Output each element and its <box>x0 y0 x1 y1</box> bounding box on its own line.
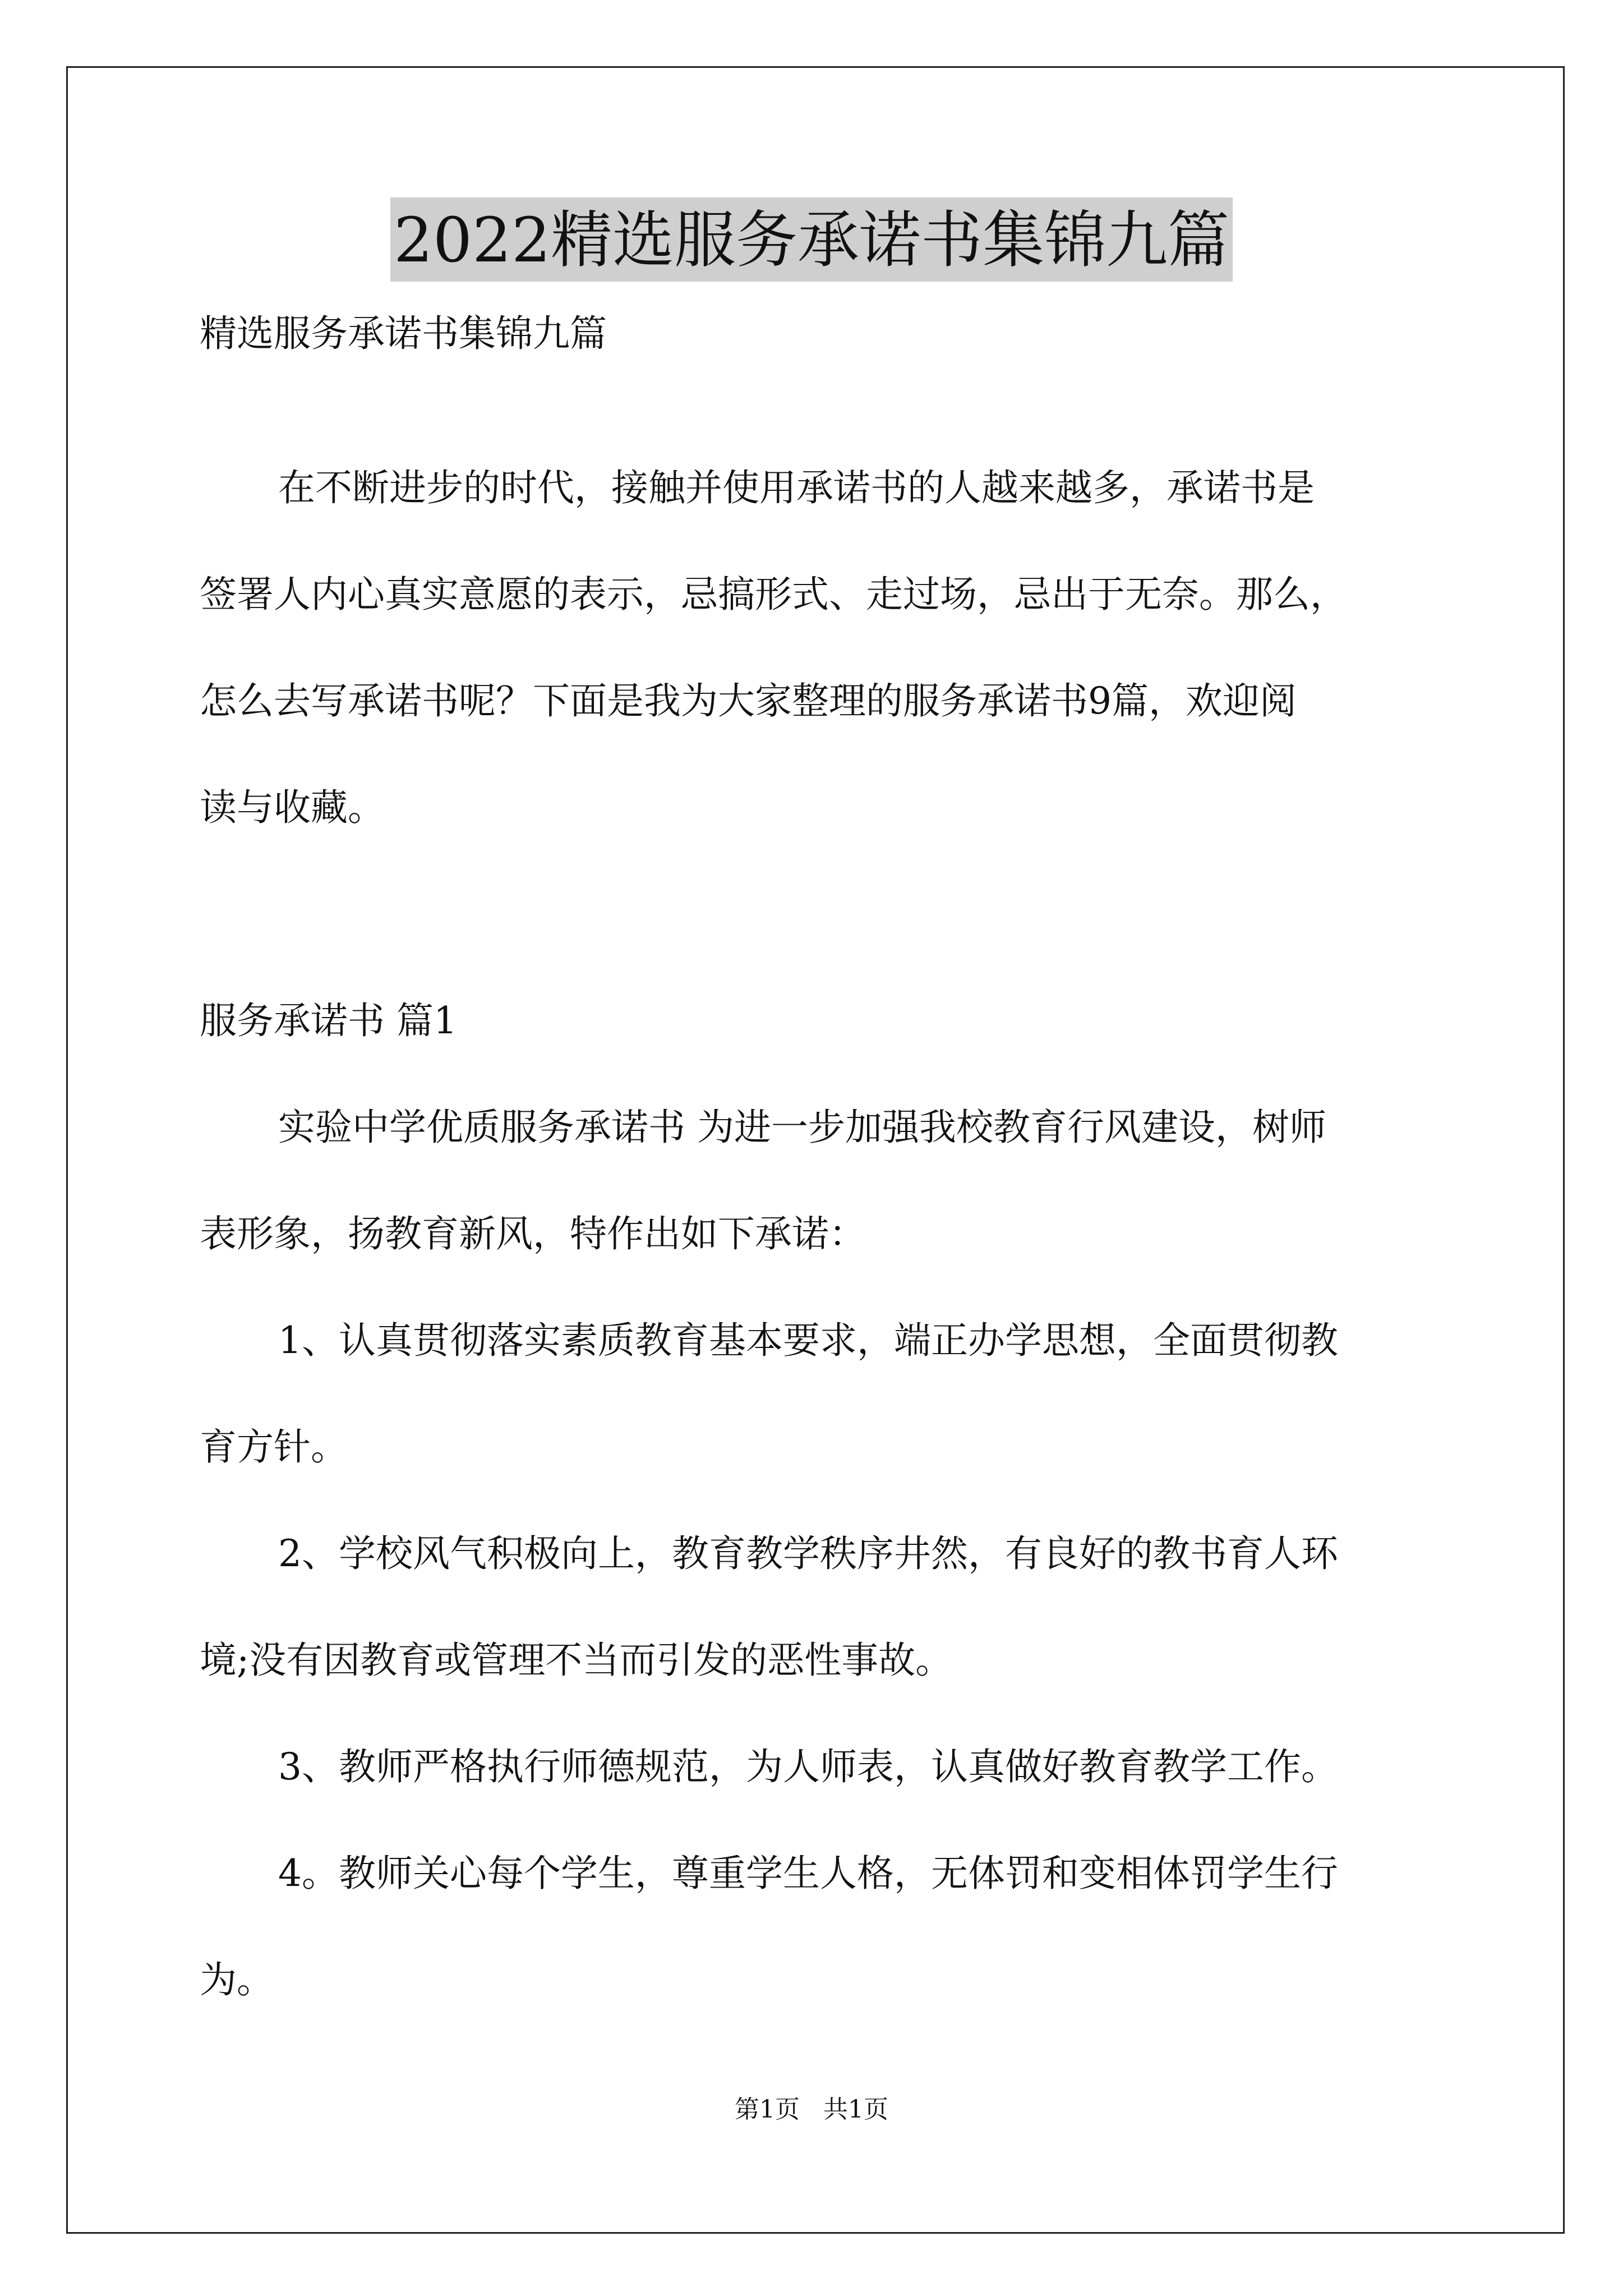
body-line-2: 表形象，扬教育新风，特作出如下承诺： <box>200 1212 866 1255</box>
body-line-8: 4。教师关心每个学生，尊重学生人格，无体罚和变相体罚学生行 <box>278 1852 1338 1895</box>
body-line-9: 为。 <box>200 1958 274 2001</box>
body-line-3: 1、认真贯彻落实素质教育基本要求，端正办学思想，全面贯彻教 <box>278 1319 1338 1362</box>
page-footer: 第1页 共1页 <box>735 2095 888 2124</box>
intro-line-3: 怎么去写承诺书呢？下面是我为大家整理的服务承诺书9篇，欢迎阅 <box>200 679 1297 723</box>
intro-line-1: 在不断进步的时代，接触并使用承诺书的人越来越多，承诺书是 <box>278 466 1315 509</box>
body-line-6: 境;没有因教育或管理不当而引发的恶性事故。 <box>200 1639 953 1682</box>
document-title: 2022精选服务承诺书集锦九篇 <box>390 197 1233 282</box>
body-line-5: 2、学校风气积极向上，教育教学秩序井然，有良好的教书育人环 <box>278 1532 1338 1575</box>
body-line-1: 实验中学优质服务承诺书 为进一步加强我校教育行风建设，树师 <box>278 1106 1326 1149</box>
title-wrapper <box>0 197 1623 282</box>
intro-line-4: 读与收藏。 <box>200 786 385 829</box>
document-subtitle: 精选服务承诺书集锦九篇 <box>200 312 607 355</box>
section-heading: 服务承诺书 篇1 <box>200 999 457 1042</box>
body-line-7: 3、教师严格执行师德规范，为人师表，认真做好教育教学工作。 <box>278 1745 1338 1788</box>
page-border <box>66 66 1565 2234</box>
body-line-4: 育方针。 <box>200 1425 348 1469</box>
intro-line-2: 签署人内心真实意愿的表示，忌搞形式、走过场，忌出于无奈。那么， <box>200 573 1347 616</box>
